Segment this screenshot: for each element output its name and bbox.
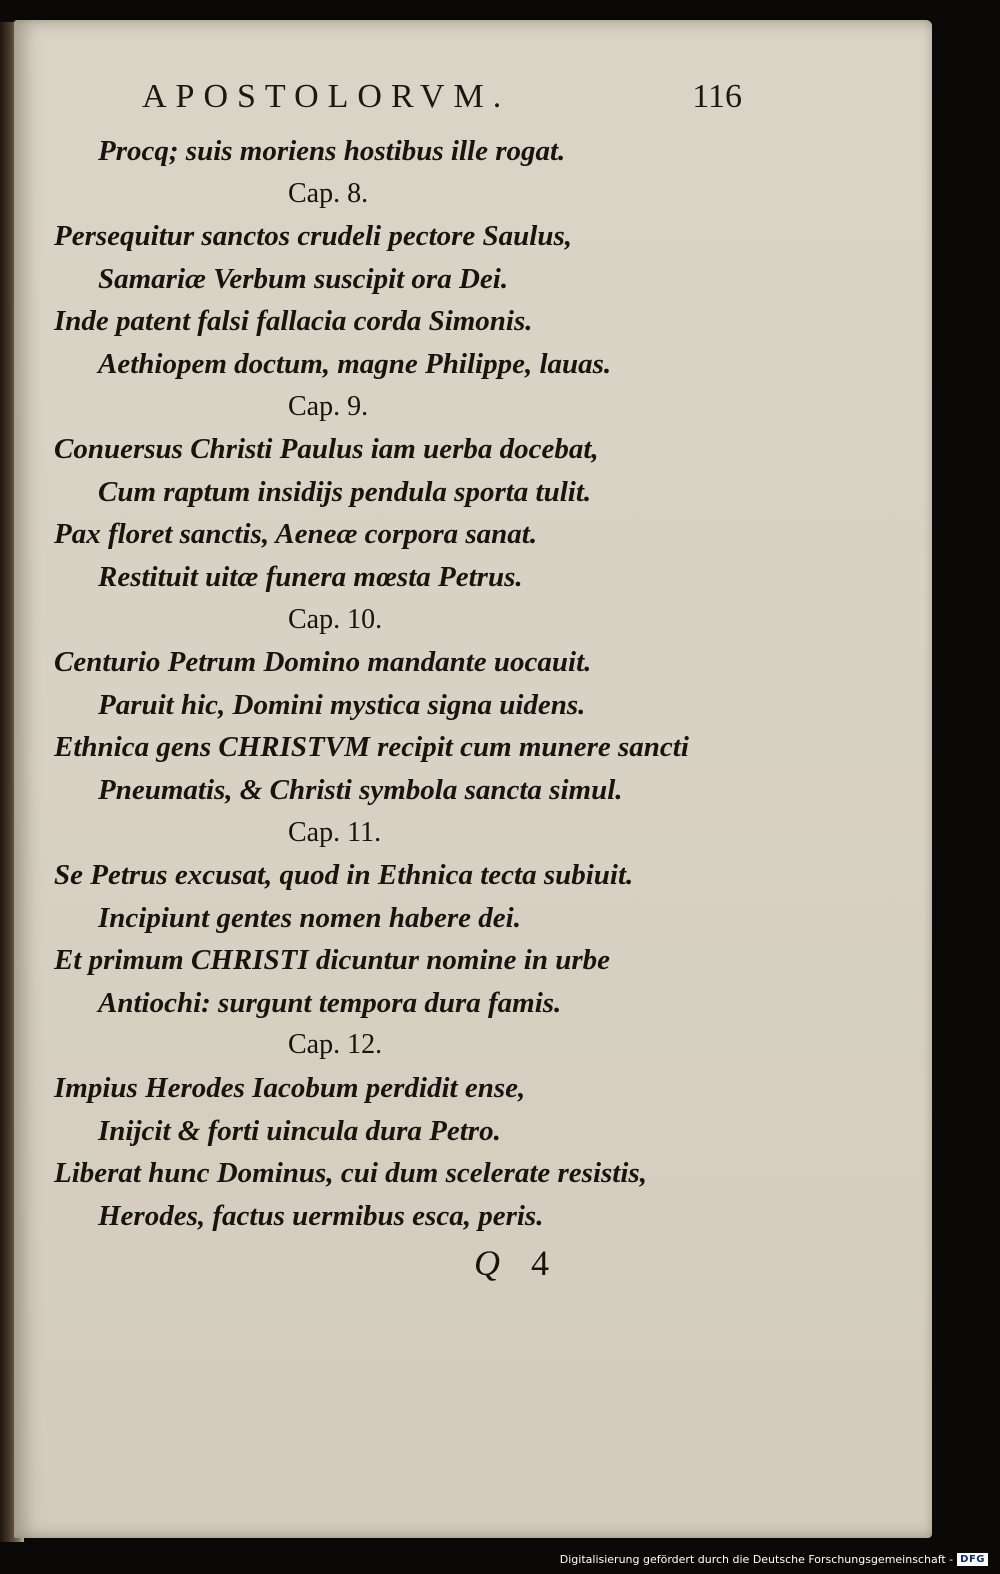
running-title: APOSTOLORVM. bbox=[142, 78, 511, 115]
funding-notice bbox=[560, 1550, 988, 1568]
verse-line: Antiochi: surgunt tempora dura famis. bbox=[98, 986, 562, 1019]
book-page bbox=[14, 20, 932, 1538]
verse-line: Incipiunt gentes nomen habere dei. bbox=[98, 901, 521, 934]
verse-line: Herodes, factus uermibus esca, peris. bbox=[98, 1199, 544, 1232]
verse-line: Samariæ Verbum suscipit ora Dei. bbox=[98, 262, 509, 295]
chapter-heading: Cap. 9. bbox=[288, 390, 369, 422]
verse-line: Aethiopem doctum, magne Philippe, lauas. bbox=[98, 347, 612, 380]
verse-line: Impius Herodes Iacobum perdidit ense, bbox=[54, 1072, 526, 1105]
verse-line: Persequitur sanctos crudeli pectore Saulus, bbox=[54, 220, 573, 253]
signature-letter: Q bbox=[474, 1243, 500, 1283]
chapter-heading: Cap. 11. bbox=[288, 816, 382, 848]
funding-text: Digitalisierung gefördert durch die Deutsche Forschungsgemeinschaft - bbox=[559, 1552, 954, 1566]
verse-text-block bbox=[54, 130, 774, 1237]
running-head bbox=[142, 78, 742, 122]
verse-line: Conuersus Christi Paulus iam uerba docebat, bbox=[54, 433, 599, 466]
verse-line: Centurio Petrum Domino mandante uocauit. bbox=[54, 646, 592, 679]
verse-line: Se Petrus excusat, quod in Ethnica tecta subiuit. bbox=[54, 859, 634, 892]
verse-line: Cum raptum insidijs pendula sporta tulit. bbox=[98, 475, 592, 508]
verse-line: Pneumatis, & Christi symbola sancta simul. bbox=[98, 773, 623, 806]
verse-line: Liberat hunc Dominus, cui dum scelerate resistis, bbox=[54, 1157, 647, 1190]
verse-line: Paruit hic, Domini mystica signa uidens. bbox=[98, 688, 586, 721]
verse-line: Inde patent falsi fallacia corda Simonis. bbox=[54, 305, 533, 338]
verse-line: Pax floret sanctis, Aeneæ corpora sanat. bbox=[54, 518, 538, 551]
signature-mark bbox=[474, 1242, 549, 1284]
signature-number: 4 bbox=[531, 1243, 549, 1283]
verse-line: Et primum CHRISTI dicuntur nomine in urbe bbox=[54, 944, 611, 977]
chapter-heading: Cap. 8. bbox=[288, 177, 369, 209]
verse-line: Procq; suis moriens hostibus ille rogat. bbox=[98, 135, 566, 167]
verse-line: Inijcit & forti uincula dura Petro. bbox=[98, 1114, 501, 1147]
verse-line: Restituit uitæ funera mœsta Petrus. bbox=[98, 560, 523, 593]
page-number: 116 bbox=[692, 78, 742, 115]
chapter-heading: Cap. 12. bbox=[288, 1029, 383, 1061]
chapter-heading: Cap. 10. bbox=[288, 603, 383, 635]
dfg-logo-icon: DFG bbox=[957, 1553, 988, 1566]
verse-line: Ethnica gens CHRISTVM recipit cum munere sancti bbox=[54, 731, 689, 764]
